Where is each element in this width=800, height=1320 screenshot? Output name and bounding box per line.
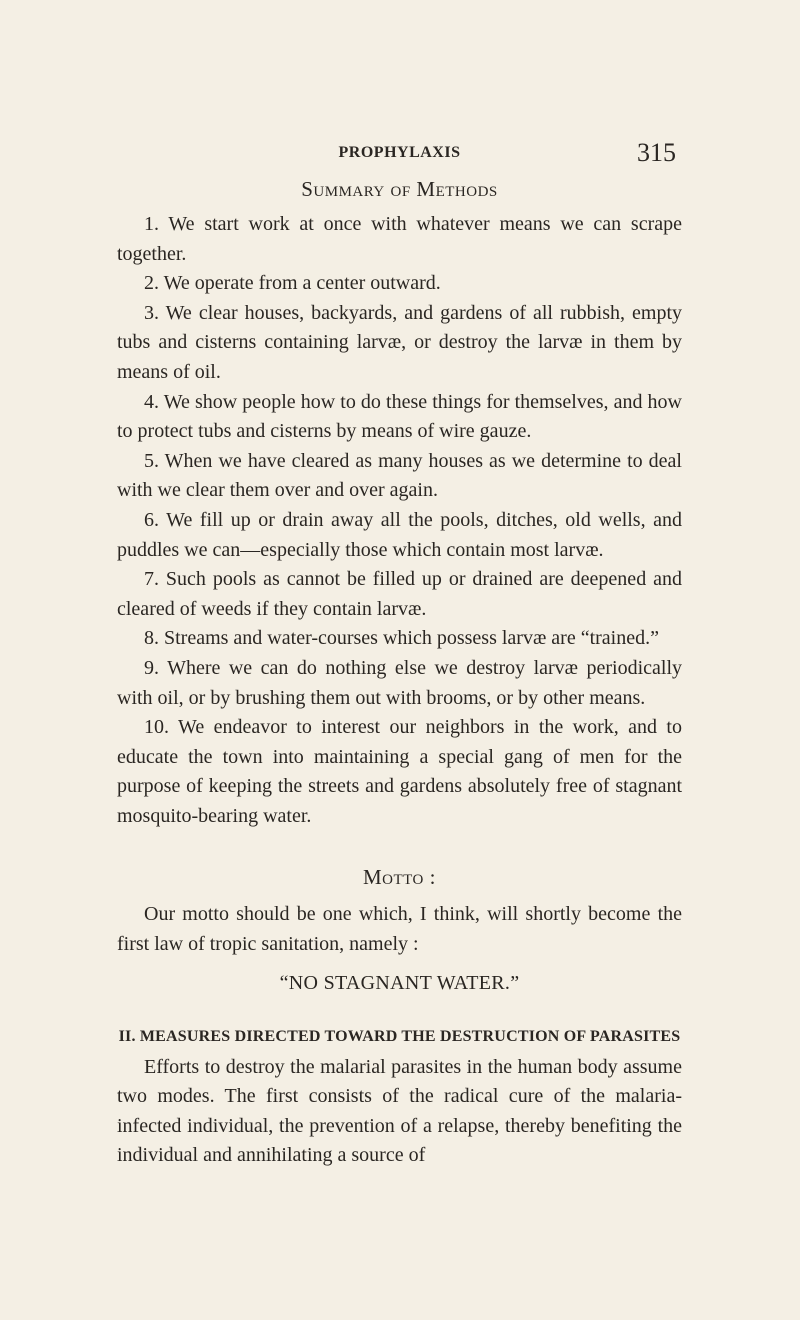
summary-item: 8. Streams and water-courses which possess larvæ are “trained.” xyxy=(144,627,659,650)
summary-item: 1. We start work at once with whatever means we can scrape together. xyxy=(117,213,682,265)
summary-item: 2. We operate from a center outward. xyxy=(144,272,441,295)
section-two-heading: II. MEASURES DIRECTED TOWARD THE DESTRUCTION OF PARASITES xyxy=(118,1027,681,1045)
summary-item: 9. Where we can do nothing else we destroy larvæ periodically with oil, or by brushing them out with brooms, or by other means. xyxy=(117,656,682,709)
summary-item: 4. We show people how to do these things for themselves, and how to protect tubs and cisterns by means of wire gauze. xyxy=(117,390,682,443)
summary-item: 7. Such pools as cannot be filled up or drained are deepened and cleared of weeds if they contain larvæ. xyxy=(117,568,682,620)
summary-item: 6. We fill up or drain away all the pools, ditches, old wells, and puddles we can—especially those which contain most larvæ. xyxy=(117,508,682,561)
motto-text: Our motto should be one which, I think, will shortly become the first law of tropic sanitation, namely : xyxy=(117,903,682,956)
summary-item: 10. We endeavor to interest our neighbors in the work, and to educate the town into maintaining a special gang of men for the purpose of keeping the streets and gardens absolutely free of stagnant mosquito-bearing water. xyxy=(117,716,682,827)
motto-slogan: “NO STAGNANT WATER.” xyxy=(279,971,520,994)
running-head xyxy=(117,138,682,168)
summary-item: 3. We clear houses, backyards, and gardens of all rubbish, empty tubs and cisterns containing larvæ, or destroy the larvæ in them by means of oil. xyxy=(117,301,682,383)
motto-heading: Motto : xyxy=(363,865,436,890)
section-two-paragraph: Efforts to destroy the malarial parasites in the human body assume two modes. The first consists of the radical cure of the malaria-infected individual, the prevention of a relapse, thereby benefiting the individual and annihilating a source of xyxy=(117,1055,682,1167)
running-title: PROPHYLAXIS xyxy=(338,144,461,161)
page-content xyxy=(117,174,682,1171)
summary-heading: Summary of Methods xyxy=(301,177,498,201)
page-number: 315 xyxy=(637,138,676,167)
summary-item: 5. When we have cleared as many houses as we determine to deal with we clear them over and over again. xyxy=(117,449,682,502)
